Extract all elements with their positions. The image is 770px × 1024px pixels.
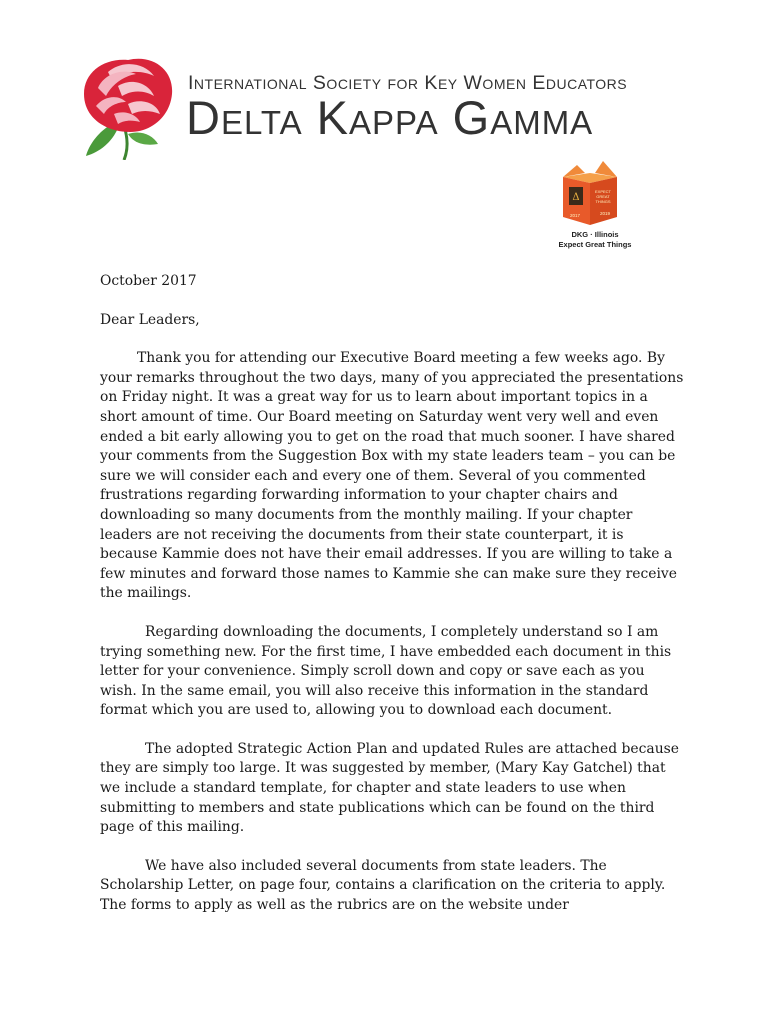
badge-caption-line2: Expect Great Things (558, 240, 632, 249)
paragraph-1: Thank you for attending our Executive Board meeting a few weeks ago. By your remarks throughout the two days, many of you appreciated the presentations on Friday night. It was a great way for us to learn about important topics in a short amount of time. Our Board meeting on Saturday went very well and even ended a bit early allowing you to get on the road that much sooner. I have shared your comments from the Suggestion Box with my state leaders team – you can be sure we will consider each and every one of them. Several of you commented frustrations regarding forwarding information to your chapter chairs and downloading so many documents from the monthly mailing. If your chapter leaders are not receiving the documents from their state counterpart, it is because Kammie does not have their email addresses. If you are willing to take a few minutes and forward those names to Kammie she can make sure they receive the mailings. (100, 350, 684, 602)
org-name: Delta Kappa Gamma (186, 91, 594, 144)
letter-date: October 2017 (100, 273, 197, 289)
svg-text:Δ: Δ (572, 192, 580, 203)
paragraph-3: The adopted Strategic Action Plan and updated Rules are attached because they are simply too large. It was suggested by member, (Mary Kay Gatchel) that we include a standard template, for chapter and state leaders to use when submitting to members and state publications which can be found on the third page of this mailing. (100, 740, 680, 836)
letterhead (78, 52, 678, 162)
paragraph-4: We have also included several documents from state leaders. The Scholarship Letter, on page four, contains a clarification on the criteria to apply. The forms to apply as well as the rubrics are on the website under (100, 857, 666, 914)
svg-text:2017: 2017 (569, 213, 581, 218)
letter-salutation: Dear Leaders, (100, 311, 200, 328)
rose-logo-icon (78, 52, 178, 160)
badge-caption-line1: DKG · Illinois (571, 230, 619, 239)
dkg-illinois-badge (545, 155, 675, 260)
org-tagline: International Society for Key Women Educators (188, 72, 628, 94)
svg-text:GREAT: GREAT (596, 194, 610, 199)
badge-caption (545, 230, 645, 250)
svg-text:EXPECT: EXPECT (594, 189, 612, 194)
paragraph-2: Regarding downloading the documents, I completely understand so I am trying something new. For the first time, I have embedded each document in this letter for your convenience. Simply scroll down and copy or save each as you wish. In the same email, you will also receive this information in the standard format which you are used to, allowing you to download each document. (100, 623, 672, 719)
letter-body (100, 272, 685, 935)
svg-text:THINGS: THINGS (595, 199, 611, 204)
gift-box-icon (555, 155, 625, 227)
svg-text:2019: 2019 (599, 211, 611, 216)
